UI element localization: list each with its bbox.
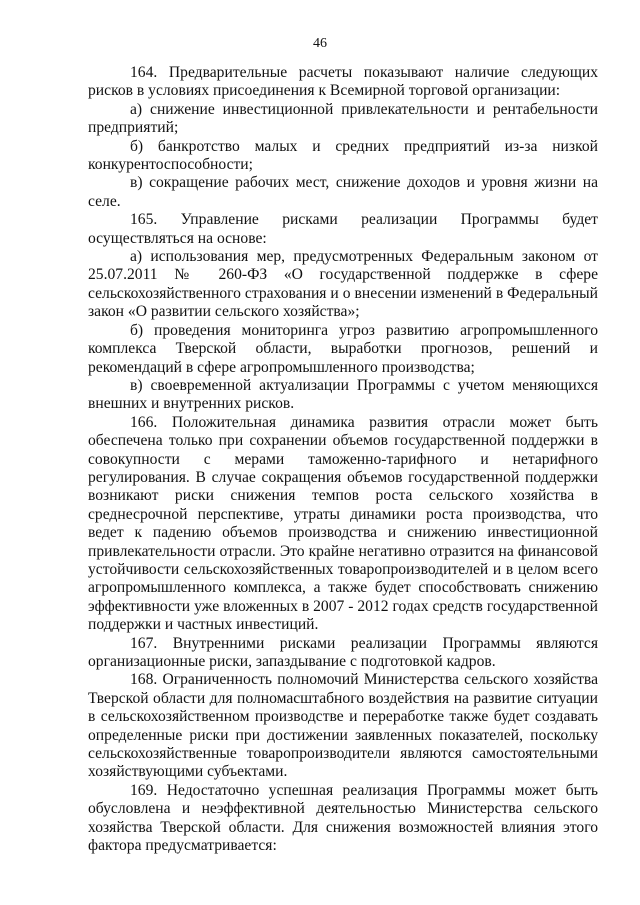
paragraph-166: 166. Положительная динамика развития отрасли может быть обеспечена только при сохранении объемов государственной поддержки в совокупности с мерами таможенно-тарифного и нетарифного регулирования. В случае сокращения объемов государственной поддержки возникают риски снижения темпов роста сельского хозяйства в среднесрочной перспективе, утраты динамики роста производства, что ведет к падению объемов производства и снижению инвестиционной привлекательности отрасли. Это крайне негативно отразится на финансовой устойчивости сельскохозяйственных товаропроизводителей и в целом всего агропромышленного комплекса, а также будет способствовать снижению эффективности уже вложенных в 2007 - 2012 годах средств государственной поддержки и частных инвестиций. xyxy=(88,413,598,634)
paragraph-164-item-a: а) снижение инвестиционной привлекательности и рентабельности предприятий; xyxy=(88,100,598,137)
paragraph-164-item-v: в) сокращение рабочих мест, снижение доходов и уровня жизни на селе. xyxy=(88,174,598,210)
page-number: 46 xyxy=(313,36,327,51)
paragraph-165-item-a: а) использования мер, предусмотренных Федеральным законом от 25.07.2011 № 260-ФЗ «О государственной поддержке в сфере сельскохозяйственного страхования и о внесении изменений в Федеральный закон «О развитии сельского хозяйства»; xyxy=(88,248,598,321)
document-body xyxy=(88,64,598,855)
paragraph-164-item-b: б) банкротство малых и средних предприятий из-за низкой конкурентоспособности; xyxy=(88,137,598,174)
paragraph-167: 167. Внутренними рисками реализации Программы являются организационные риски, запаздывание с подготовкой кадров. xyxy=(88,634,598,670)
paragraph-164: 164. Предварительные расчеты показывают наличие следующих рисков в условиях присоединения к Всемирной торговой организации: xyxy=(88,64,598,100)
paragraph-165: 165. Управление рисками реализации Программы будет осуществляться на основе: xyxy=(88,211,598,247)
paragraph-165-item-v: в) своевременной актуализации Программы с учетом меняющихся внешних и внутренних рисков. xyxy=(88,376,598,413)
paragraph-169: 169. Недостаточно успешная реализация Программы может быть обусловлена и неэффективной деятельностью Министерства сельского хозяйства Тверской области. Для снижения возможностей влияния этого фактора предусматривается: xyxy=(88,781,598,855)
paragraph-168: 168. Ограниченность полномочий Министерства сельского хозяйства Тверской области для полномасштабного воздействия на развитие ситуации в сельскохозяйственном производстве и переработке также будет создавать определенные риски при достижении заявленных показателей, поскольку сельскохозяйственные товаропроизводители являются самостоятельными хозяйствующими субъектами. xyxy=(88,671,598,781)
paragraph-165-item-b: б) проведения мониторинга угроз развитию агропромышленного комплекса Тверской области, выработки прогнозов, решений и рекомендаций в сфере агропромышленного производства; xyxy=(88,321,598,376)
